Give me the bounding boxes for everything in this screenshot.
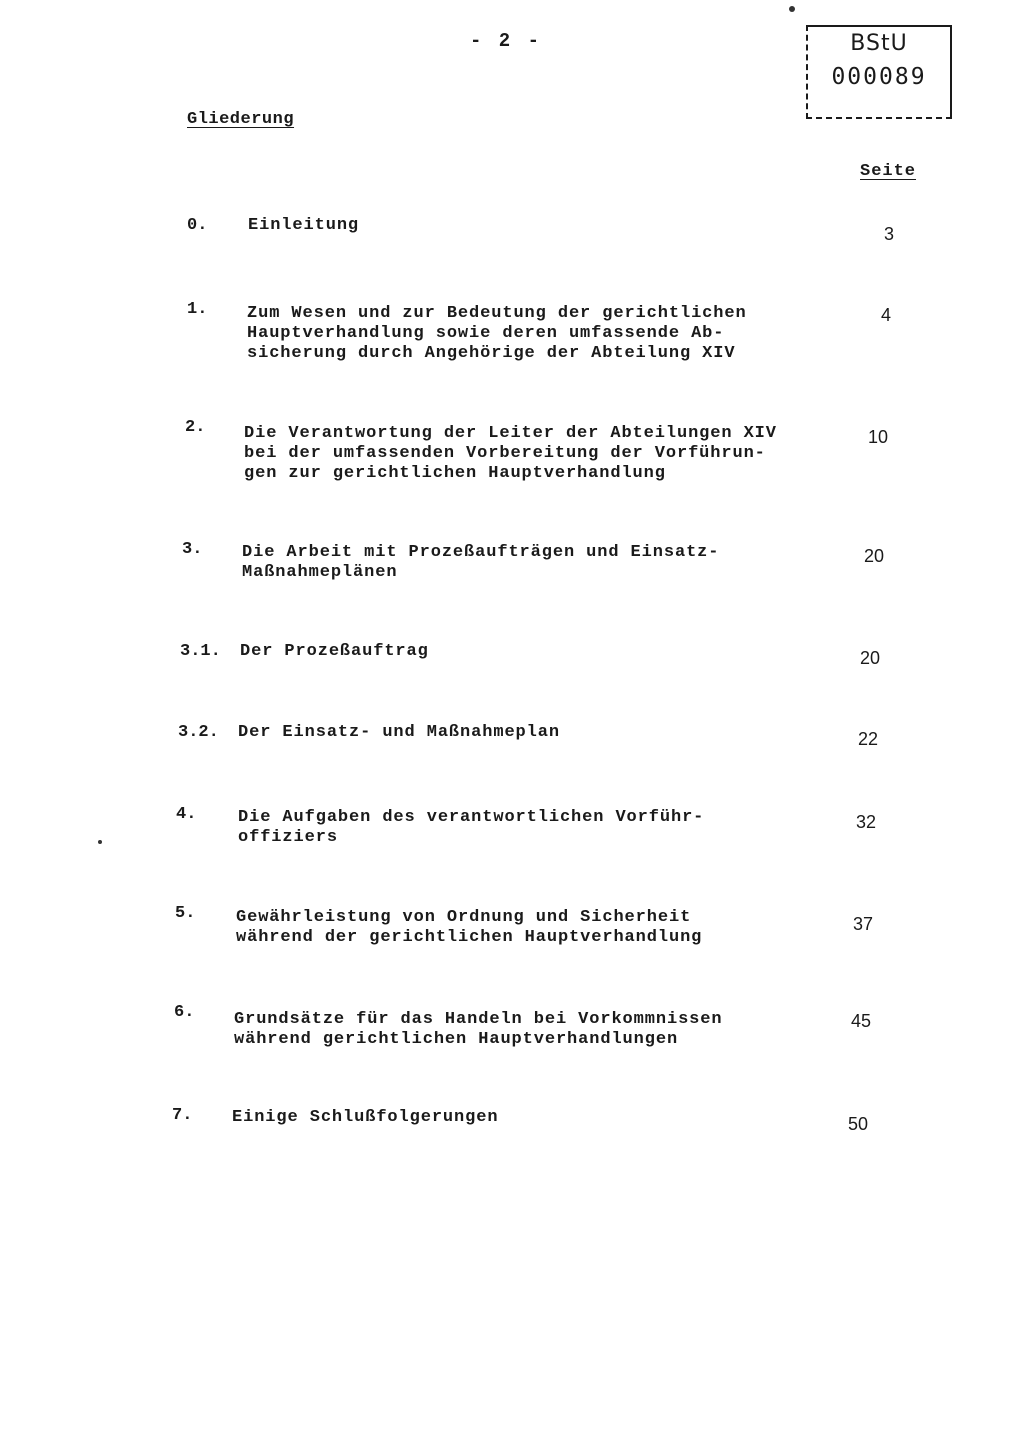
toc-title: Einige Schlußfolgerungen: [232, 1108, 499, 1127]
page-number: - 2 -: [470, 30, 543, 52]
toc-title: Grundsätze für das Handeln bei Vorkommnissen während gerichtlichen Hauptverhandlungen: [234, 1010, 723, 1049]
toc-number: 3.2.: [178, 723, 219, 742]
toc-page: 20: [864, 546, 885, 566]
toc-number: 0.: [187, 216, 208, 235]
heading: Gliederung: [187, 110, 295, 129]
toc-page: 4: [881, 305, 892, 325]
toc-page: 3: [884, 224, 895, 244]
stamp-number: 000089: [831, 64, 927, 90]
toc-page: 22: [858, 729, 879, 749]
toc-title: Die Aufgaben des verantwortlichen Vorführ- offiziers: [238, 808, 705, 847]
toc-number: 2.: [185, 418, 206, 437]
toc-number: 1.: [187, 300, 208, 319]
toc-number: 4.: [176, 805, 197, 824]
toc-title: Zum Wesen und zur Bedeutung der gerichtlichen Hauptverhandlung sowie deren umfassende Ab- sicherung durch Angehörige der Abteilung XIV: [247, 304, 747, 363]
toc-title: Der Prozeßauftrag: [240, 642, 429, 661]
toc-page: 37: [853, 914, 874, 934]
toc-page: 32: [856, 812, 877, 832]
toc-number: 6.: [174, 1003, 195, 1022]
toc-page: 10: [868, 427, 889, 447]
toc-page: 50: [848, 1114, 869, 1134]
toc-page: 20: [860, 648, 881, 668]
stamp-title: BStU: [850, 31, 908, 56]
toc-page: 45: [851, 1011, 872, 1031]
toc-number: 7.: [172, 1106, 193, 1125]
toc-number: 5.: [175, 904, 196, 923]
page-column-header: Seite: [860, 162, 917, 181]
ink-dot: [789, 6, 795, 12]
toc-title: Gewährleistung von Ordnung und Sicherheit während der gerichtlichen Hauptverhandlung: [236, 908, 703, 947]
toc-number: 3.1.: [180, 642, 221, 661]
toc-title: Die Verantwortung der Leiter der Abteilungen XIV bei der umfassenden Vorbereitung der Vorführun- gen zur gerichtlichen Hauptverhandlung: [244, 424, 777, 483]
toc-number: 3.: [182, 540, 203, 559]
archive-stamp: [806, 25, 952, 119]
toc-title: Einleitung: [248, 216, 360, 235]
ink-dot: [98, 840, 102, 844]
toc-title: Die Arbeit mit Prozeßaufträgen und Einsatz- Maßnahmeplänen: [242, 543, 720, 582]
toc-title: Der Einsatz- und Maßnahmeplan: [238, 723, 560, 742]
